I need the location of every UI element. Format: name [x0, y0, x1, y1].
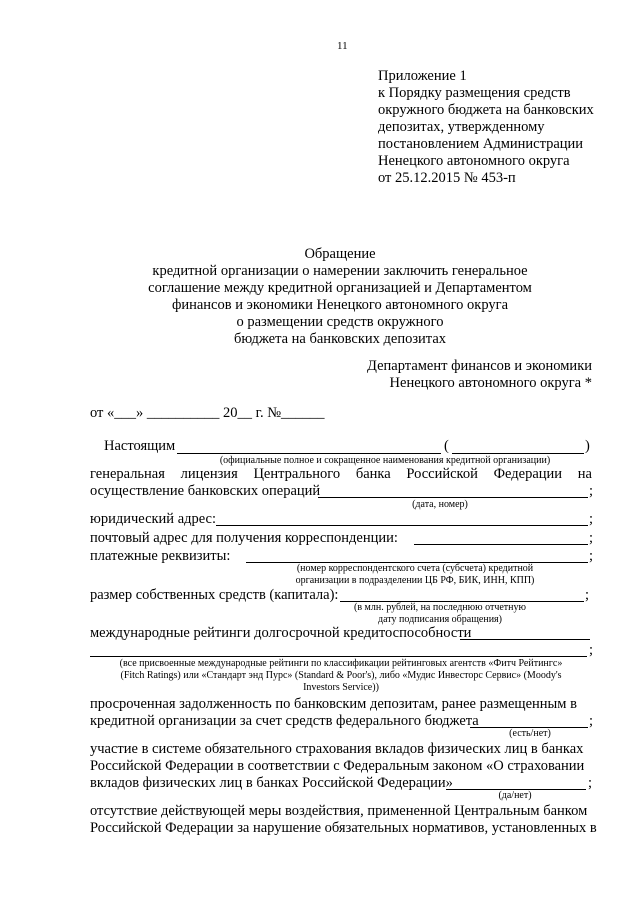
appendix-line: к Порядку размещения средств	[378, 85, 571, 101]
license-line	[90, 466, 592, 483]
paren-close: )	[585, 438, 590, 454]
insurance-label: участие в системе обязательного страхования вкладов физических лиц в банках	[90, 741, 584, 757]
name-full-field[interactable]	[177, 453, 441, 454]
license-field[interactable]	[318, 497, 588, 498]
appendix-line: окружного бюджета на банковских	[378, 102, 594, 118]
appendix-block	[378, 68, 594, 187]
addressee-block	[300, 358, 592, 392]
caption-ratings	[90, 658, 592, 694]
caption-org-name: (официальные полное и сокращенное наименования кредитной организации)	[219, 455, 551, 466]
title-line: кредитной организации о намерении заключить генеральное	[152, 263, 528, 279]
page-number: 11	[337, 40, 348, 52]
caption-line: Investors Service))	[303, 682, 379, 693]
appendix-line: постановлением Администрации	[378, 136, 584, 152]
license-label: осуществление банковских операций	[90, 483, 321, 499]
overdue-label: кредитной организации за счет средств федерального бюджета	[90, 713, 479, 729]
hereby-label: Настоящим	[104, 438, 176, 454]
document-title	[90, 246, 590, 348]
appendix-line: депозитах, утвержденному	[378, 119, 545, 135]
insurance-label: вкладов физических лиц в банках Российской Федерации»	[90, 775, 453, 791]
overdue-label: просроченная задолженность по банковским депозитам, ранее размещенным в	[90, 696, 577, 712]
license-word: банка	[355, 466, 391, 482]
semicolon: ;	[589, 713, 594, 729]
caption-yes-no: (есть/нет)	[509, 728, 551, 739]
caption-own-funds	[330, 602, 550, 626]
name-short-field[interactable]	[452, 453, 584, 454]
caption-line: (в млн. рублей, на последнюю отчетную	[354, 602, 526, 613]
postal-address-label: почтовый адрес для получения корреспонденции:	[90, 530, 398, 546]
title-line: соглашение между кредитной организацией и Департаментом	[148, 280, 532, 296]
license-word: на	[577, 466, 592, 482]
caption-da-net: (да/нет)	[498, 790, 532, 801]
payment-details-label: платежные реквизиты:	[90, 548, 231, 564]
title-line: финансов и экономики Ненецкого автономного округа	[171, 297, 509, 313]
license-word: генеральная	[90, 466, 165, 482]
caption-date-number: (дата, номер)	[412, 499, 468, 510]
semicolon: ;	[585, 587, 590, 603]
addressee-line: Департамент финансов и экономики	[367, 358, 592, 374]
insurance-label: Российской Федерации в соответствии с Федеральным законом «О страховании	[90, 758, 585, 774]
ratings-label: международные рейтинги долгосрочной кредитоспособности	[90, 625, 472, 641]
appendix-line: от 25.12.2015 № 453-п	[378, 170, 516, 186]
paren-open: (	[444, 438, 449, 454]
title-line: Обращение	[304, 246, 376, 262]
measures-label: отсутствие действующей меры воздействия, примененной Центральным банком	[90, 803, 588, 819]
appendix-line: Ненецкого автономного округа	[378, 153, 570, 169]
semicolon: ;	[589, 642, 594, 658]
appendix-line: Приложение 1	[378, 68, 467, 84]
addressee-line: Ненецкого автономного округа *	[389, 375, 592, 391]
caption-line: (все присвоенные международные рейтинги по классификации рейтинговых агентств «Фитч Рейтингс»	[119, 658, 563, 669]
license-word: Российской	[406, 466, 478, 482]
caption-payment	[240, 563, 590, 587]
postal-address-field[interactable]	[414, 544, 588, 545]
date-number-line: от «___» __________ 20__ г. №______	[90, 405, 325, 421]
semicolon: ;	[588, 775, 593, 791]
ratings-field-1[interactable]	[460, 639, 590, 640]
title-line: бюджета на банковских депозитах	[233, 331, 447, 347]
license-word: Федерации	[493, 466, 563, 482]
caption-line: (Fitch Ratings) или «Стандарт энд Пурс» (Standard & Poor's), либо «Мудис Инвесторс Сервис» (Moody's	[120, 670, 562, 681]
semicolon: ;	[589, 511, 594, 527]
caption-line: организации в подразделении ЦБ РФ, БИК, ИНН, КПП)	[295, 575, 535, 586]
caption-line: (номер корреспондентского счета (субсчета) кредитной	[296, 563, 534, 574]
title-line: о размещении средств окружного	[236, 314, 444, 330]
own-funds-label: размер собственных средств (капитала):	[90, 587, 339, 603]
license-word: лицензия	[180, 466, 238, 482]
semicolon: ;	[589, 548, 594, 564]
semicolon: ;	[589, 530, 594, 546]
license-word: Центрального	[253, 466, 341, 482]
legal-address-label: юридический адрес:	[90, 511, 217, 527]
legal-address-field[interactable]	[216, 525, 588, 526]
measures-label: Российской Федерации за нарушение обязательных нормативов, установленных в	[90, 820, 597, 836]
caption-line: дату подписания обращения)	[378, 614, 502, 625]
semicolon: ;	[589, 483, 594, 499]
ratings-field-2[interactable]	[90, 656, 587, 657]
